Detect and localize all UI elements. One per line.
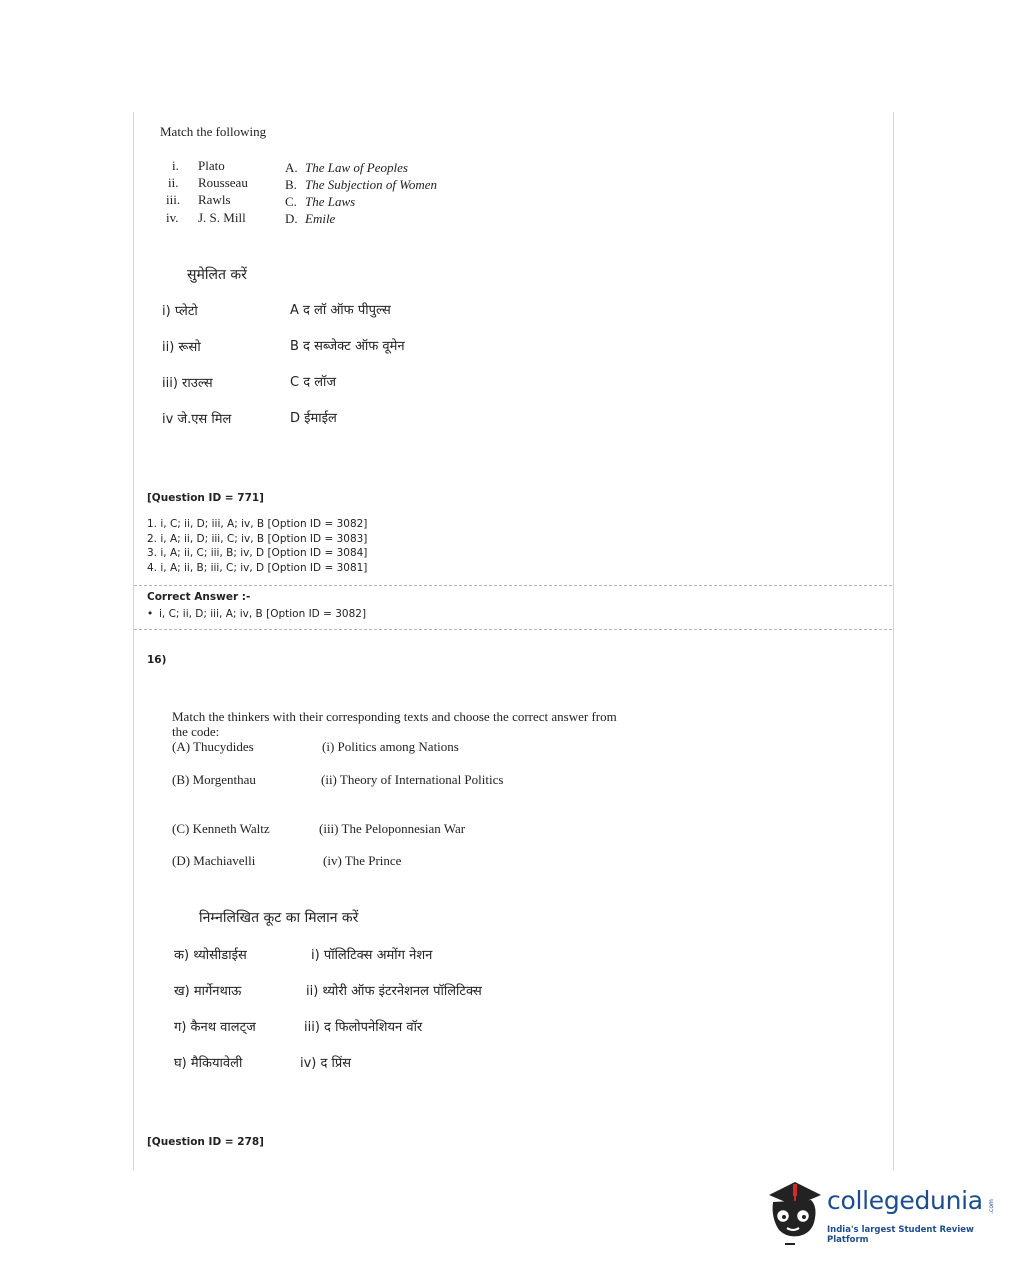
- hindi-left: क) थ्योसीडाईस: [174, 948, 247, 963]
- hindi-right: i) पॉलिटिक्स अमोंग नेशन: [311, 948, 433, 963]
- option-1: 1. i, C; ii, D; iii, A; iv, B [Option ID = 3082]: [147, 518, 368, 530]
- right-letter: B.: [285, 177, 297, 192]
- q16-right: (i) Politics among Nations: [322, 739, 459, 754]
- option-2: 2. i, A; ii, D; iii, C; iv, B [Option ID = 3083]: [147, 533, 368, 545]
- right-letter: D.: [285, 211, 298, 226]
- left-num: i.: [172, 158, 179, 173]
- question-id: [Question ID = 771]: [147, 492, 264, 504]
- question-id: [Question ID = 278]: [147, 1136, 264, 1148]
- hindi-right: iv) द प्रिंस: [300, 1056, 352, 1071]
- brand-tagline: India's largest Student Review Platform: [827, 1225, 974, 1245]
- q16-left: (D) Machiavelli: [172, 853, 256, 868]
- match-heading: Match the following: [160, 124, 267, 139]
- q16-left: (A) Thucydides: [172, 739, 254, 754]
- q16-right: (iii) The Peloponnesian War: [319, 821, 466, 836]
- hindi-heading: निम्नलिखित कूट का मिलान करें: [199, 910, 359, 926]
- page-frame: [133, 112, 894, 1170]
- hindi-left: iii) राउल्स: [162, 376, 213, 391]
- right-text: The Subjection of Women: [305, 177, 438, 192]
- collegedunia-logo[interactable]: [765, 1178, 995, 1248]
- q16-left: (B) Morgenthau: [172, 772, 256, 787]
- right-text: Emile: [305, 211, 336, 226]
- q16-right: (ii) Theory of International Politics: [321, 772, 504, 787]
- left-name: Rawls: [198, 192, 231, 207]
- hindi-left: घ) मैकियावेली: [174, 1056, 243, 1071]
- hindi-right: A द लॉ ऑफ पीपुल्स: [290, 303, 391, 318]
- bullet: •: [147, 608, 154, 620]
- hindi-right: ii) थ्योरी ऑफ इंटरनेशनल पॉलिटिक्स: [306, 984, 482, 999]
- left-name: Rousseau: [198, 175, 248, 190]
- hindi-right: D ईमाईल: [290, 411, 337, 426]
- mascot-icon: [765, 1178, 825, 1248]
- separator: [134, 585, 892, 586]
- left-num: ii.: [168, 175, 179, 190]
- left-num: iv.: [166, 210, 179, 225]
- left-num: iii.: [166, 192, 181, 207]
- correct-answer-value: i, C; ii, D; iii, A; iv, B [Option ID = 3082]: [159, 608, 367, 620]
- option-3: 3. i, A; ii, C; iii, B; iv, D [Option ID = 3084]: [147, 547, 368, 559]
- hindi-left: ख) मार्गेनथाऊ: [174, 984, 242, 999]
- right-letter: A.: [285, 160, 298, 175]
- brand-domain: .com: [987, 1199, 995, 1214]
- right-text: The Laws: [305, 194, 356, 209]
- left-name: Plato: [198, 158, 225, 173]
- q16-intro: Match the thinkers with their corresponding texts and choose the correct answer from: [172, 709, 617, 724]
- right-letter: C.: [285, 194, 297, 209]
- q16-left: (C) Kenneth Waltz: [172, 821, 270, 836]
- hindi-left: i) प्लेटो: [162, 304, 198, 319]
- hindi-left: ग) कैनथ वालट्ज: [174, 1020, 256, 1035]
- hindi-right: B द सब्जेक्ट ऑफ वूमेन: [290, 339, 405, 354]
- right-text: The Law of Peoples: [305, 160, 408, 175]
- hindi-left: ii) रूसो: [162, 340, 201, 355]
- hindi-heading: सुमेलित करें: [187, 267, 247, 283]
- question-number: 16): [147, 654, 167, 666]
- hindi-right: iii) द फिलोपनेशियन वॉर: [304, 1020, 423, 1035]
- q16-right: (iv) The Prince: [323, 853, 402, 868]
- hindi-right: C द लॉज: [290, 375, 337, 390]
- correct-answer-label: Correct Answer :-: [147, 591, 251, 603]
- left-name: J. S. Mill: [198, 210, 246, 225]
- hindi-left: iv जे.एस मिल: [162, 412, 232, 427]
- q16-intro: the code:: [172, 724, 220, 739]
- brand-name: collegedunia: [827, 1186, 983, 1215]
- separator: [134, 629, 892, 630]
- option-4: 4. i, A; ii, B; iii, C; iv, D [Option ID = 3081]: [147, 562, 368, 574]
